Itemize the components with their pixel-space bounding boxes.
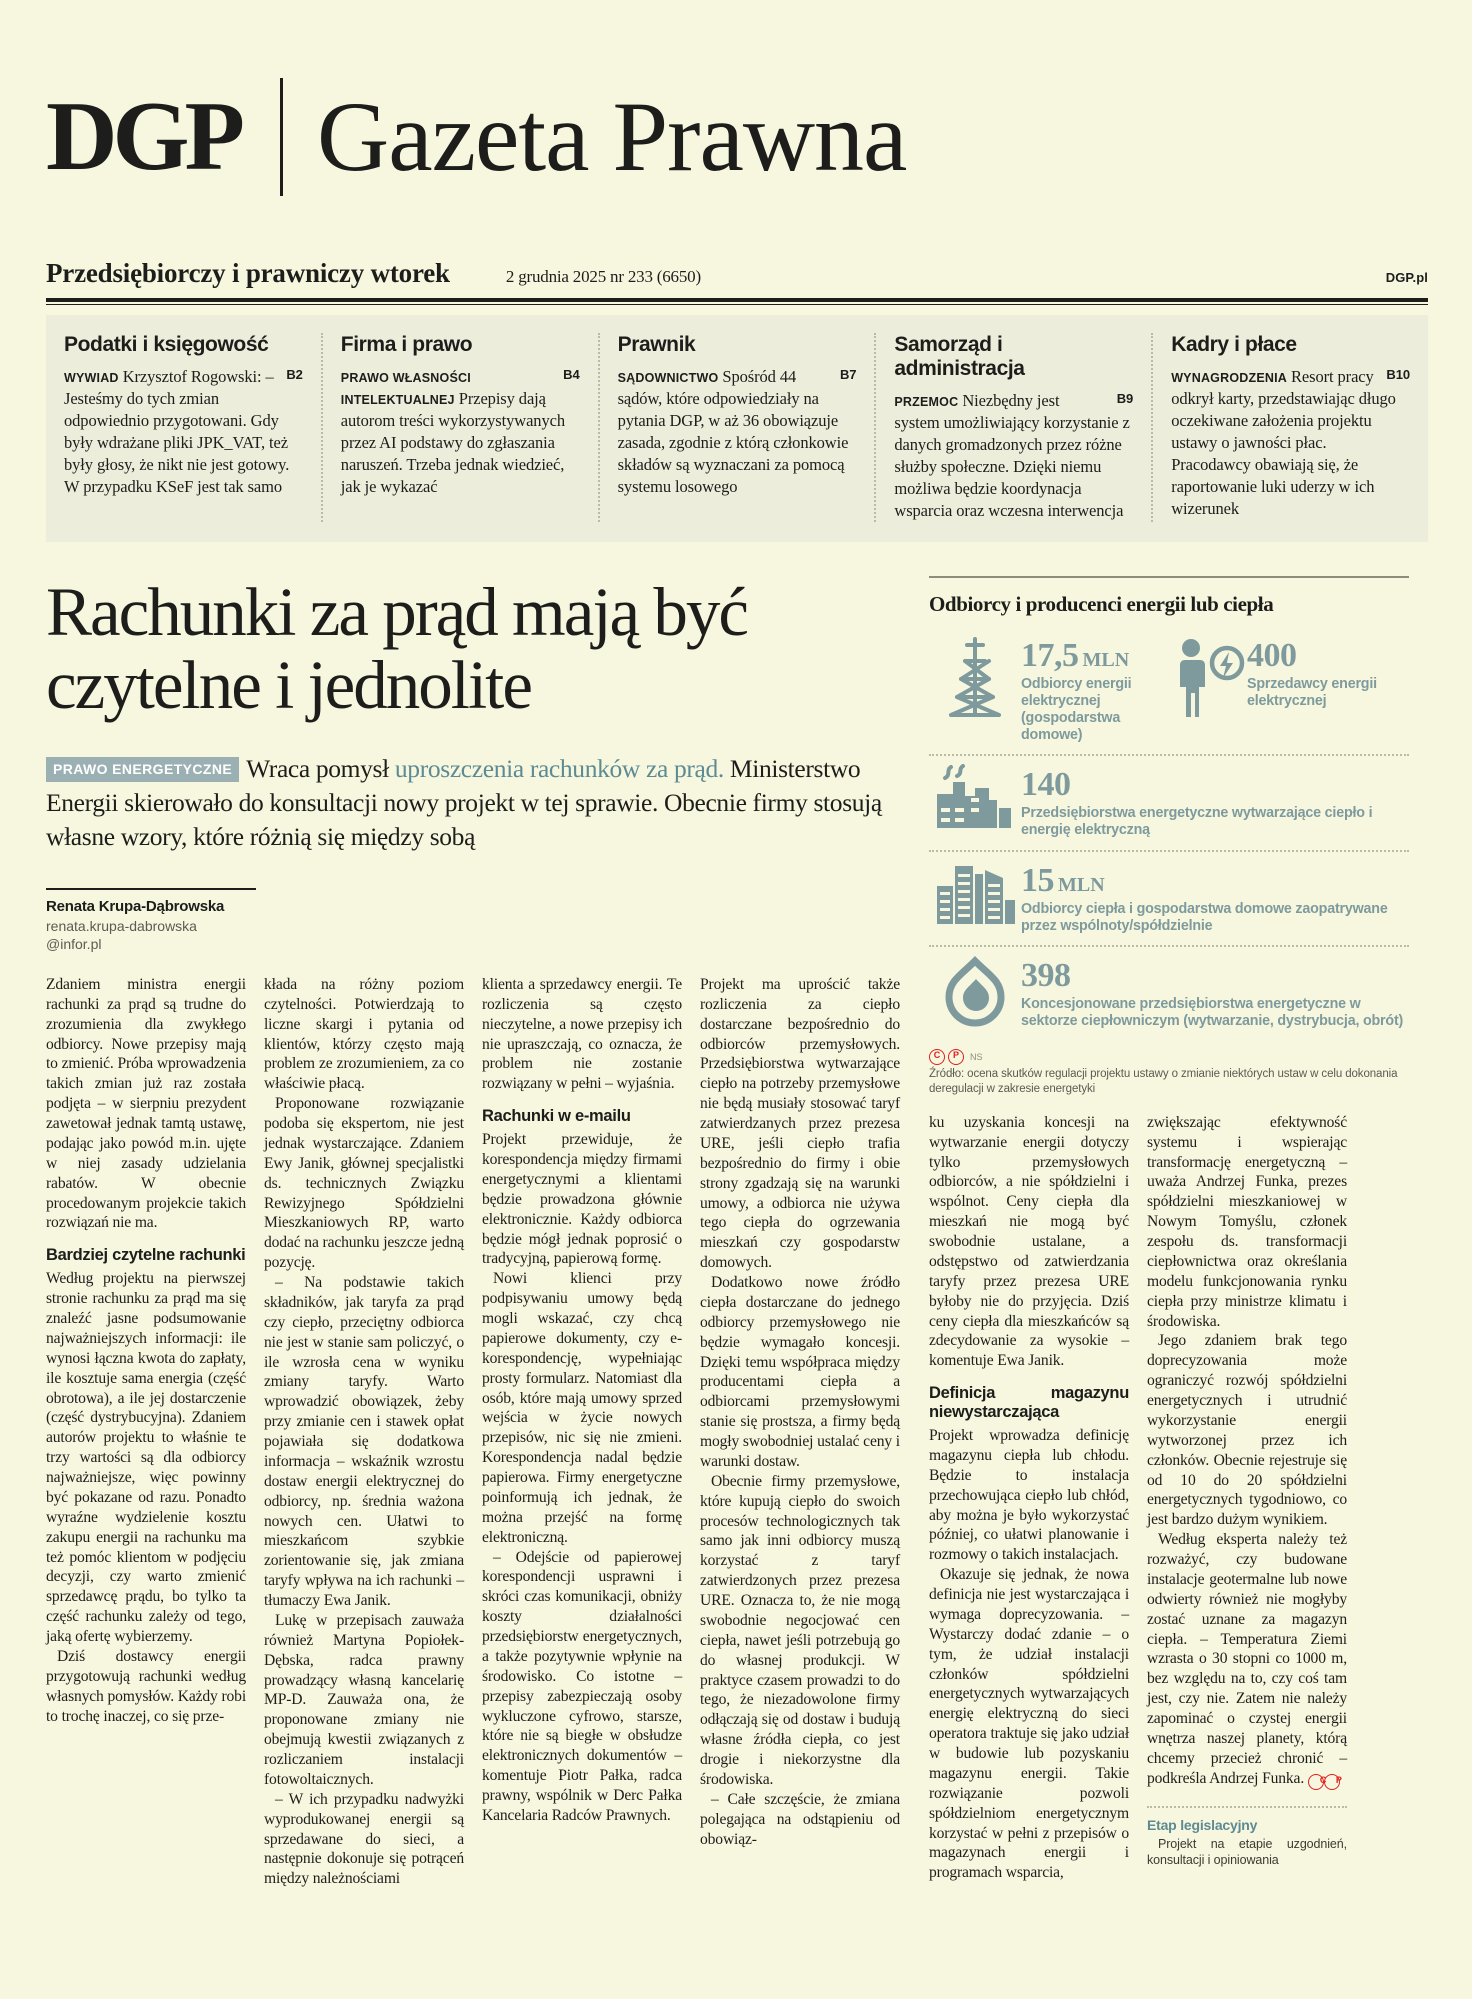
phonogram-icon: P: [1324, 1774, 1340, 1790]
paragraph: Okazuje się jednak, że nowa definicja nie jest wystarczająca i wymaga doprecyzowania. – Wystarczy dodać zdanie – o tym, że udział instalacji członków spółdzielni energetycznych wytwarzających energię elektryczną do sieci operatora traktuje się jako udział w budowie lub pozyskaniu magazynu energii. Takie rozwiązanie pozwoli spółdzielniom energetycznym korzystać w pełni z przepisów o magazynach energii i programach wsparcia,: [929, 1566, 1129, 1882]
paragraph: zwiększając efektywność systemu i wspierając transformację energetyczną – uważa Andrzej Funka, prezes spółdzielni mieszkaniowej w Nowym Tomyślu, członek zespołu ds. transformacji ciepłownictwa oraz określania modelu funkcjonowania rynku ciepła przy ministrze klimatu i środowiska.: [1147, 1113, 1347, 1330]
end-copyright-marks: [1308, 1770, 1340, 1787]
article-column-3: [482, 975, 682, 1889]
infographic-value: [1021, 768, 1409, 802]
ns-mark: NS: [970, 1051, 983, 1062]
edition-label: Przedsiębiorczy i prawniczy wtorek: [46, 258, 450, 288]
value-number: 398: [1021, 956, 1071, 994]
lead-tag-badge: PRAWO ENERGETYCZNE: [46, 757, 239, 783]
teaser-kicker: WYNAGRODZENIA: [1171, 371, 1287, 385]
issue-line: 2 grudnia 2025 nr 233 (6650): [505, 267, 701, 286]
article-right-area: [929, 576, 1409, 1890]
lead-text-1: Wraca pomysł: [246, 753, 395, 783]
power-plant-icon: [929, 764, 1021, 830]
teaser-page-number[interactable]: B4: [563, 367, 580, 382]
pylon-icon: [929, 635, 1021, 719]
paragraph: – W ich przypadku nadwyżki wyprodukowanej energii są sprzedawane do sieci, a następnie dokonuje się potrąceń między należnościami: [264, 1790, 464, 1888]
infographic-description: Przedsiębiorstwa energetyczne wytwarzające ciepło i energię elektryczną: [1021, 805, 1373, 839]
infographic-description: Odbiorcy ciepła i gospodarstwa domowe zaopatrywane przez wspólnoty/spółdzielnie: [1021, 900, 1388, 934]
lead-accent-text: uproszczenia rachunków za prąd.: [394, 753, 724, 783]
article-column-1: [46, 975, 246, 1889]
value-unit: MLN: [1058, 873, 1105, 896]
article-column-4: [700, 975, 900, 1889]
article-column-6: [1147, 1113, 1347, 1883]
teaser-text: [618, 366, 857, 498]
paragraph: – Na podstawie takich składników, jak taryfa za prąd czy ciepło, przeciętny odbiorca nie jest w stanie sam policzyć, o ile wzrosła cena w wyniku zmiany taryfy. Warto wprowadzić obowiązek, żeby przy zmianie cen i stawek opłat pojawiała się dodatkowa informacja – wskaźnik wzrostu dostaw energii elektrycznej do odbiorcy, np. średnia ważona nowych cen. Ułatwi to mieszkańcom szybkie zorientowanie się, jak zmiana taryfy wpływa na ich rachunki – tłumaczy Ewa Janik.: [264, 1274, 464, 1610]
teaser-kicker: PRAWO WŁASNOŚCI INTELEKTUALNEJ: [340, 371, 471, 407]
article-right-columns: [929, 1113, 1409, 1883]
paragraph: Jego zdaniem brak tego doprecyzowania może ograniczyć rozwój spółdzielni energetycznych i utrudnić wykorzystanie energii wytworzonej przez ich członków. Obecnie rejestruje się od 10 do 20 spółdzielni energetycznych tygodniowo, co jest bardzo dużym wynikiem.: [1147, 1332, 1347, 1529]
phonogram-icon: P: [948, 1049, 964, 1065]
article-lead: [46, 752, 901, 854]
teaser-section-title: Firma i prawo: [340, 333, 473, 356]
legislative-stage-title: Etap legislacyjny: [1147, 1816, 1258, 1833]
masthead-divider: [280, 78, 283, 196]
article-column-5: [929, 1113, 1129, 1883]
paragraph: kłada na różny poziom czytelności. Potwierdzają to liczne skargi i pytania od klientów, którzy często mają problem ze zrozumieniem, za co właściwie płacą.: [264, 975, 464, 1093]
infographic-text: [1021, 635, 1169, 745]
teaser-page-number[interactable]: B9: [1116, 391, 1134, 406]
website-label[interactable]: DGP.pl: [1385, 270, 1428, 285]
infographic-row-3: [929, 852, 1409, 947]
teaser-text: [341, 366, 580, 498]
teaser-section-title: Samorząd i administracja: [894, 333, 1025, 380]
teaser-text: [64, 366, 303, 498]
teaser-body: Resort pracy odkrył karty, przedstawiając długo oczekiwane założenia projektu ustawy o jawności płac. Pracodawcy obawiają się, że raportowanie luki uderzy w ich wizerunek: [1171, 367, 1396, 518]
value-number: 15: [1021, 861, 1054, 899]
teaser-kicker: PRZEMOC: [894, 395, 959, 409]
article-author-email[interactable]: [46, 917, 901, 953]
author-email-line1: renata.krupa-dabrowska: [46, 917, 197, 934]
teaser-kicker: WYWIAD: [64, 371, 119, 385]
teaser-podatki[interactable]: [46, 333, 323, 522]
teaser-section-title: Kadry i płace: [1171, 333, 1297, 356]
infographic-top-rule: [929, 576, 1409, 578]
paragraph: Dodatkowo nowe źródło ciepła dostarczane do jednego odbiorcy przemysłowego nie będzie wymagało koncesji. Dzięki temu współpraca między producentami ciepła a odbiorcami przemysłowymi stanie się prostsza, a firmy będą mogły swobodniej ustalać ceny i warunki dostaw.: [700, 1274, 900, 1470]
paragraph-text: Według eksperta należy też rozważyć, czy budowane instalacje geotermalne lub nowe odwierty również nie mogłyby zostać uznane za magazyn ciepła. – Temperatura Ziemi wzrasta o 30 stopni co 1000 m, bez względu na to, czy coś tam jest, czy nie. Zatem nie należy zapominać o czystej energii wnętrza naszej planety, którą chcemy przecież chronić – podkreśla Andrzej Funka.: [1147, 1531, 1347, 1787]
teaser-prawnik[interactable]: [600, 333, 877, 522]
infographic-value: [1021, 956, 1409, 994]
teaser-page-number[interactable]: B10: [1386, 367, 1410, 382]
flame-icon: [929, 955, 1021, 1033]
page-title: Rachunki za prąd mają być czytelne i jednolite: [46, 573, 748, 723]
infographic-description: Sprzedawcy energii elektrycznej: [1247, 675, 1377, 709]
dateline: [0, 202, 1472, 289]
value-number: 140: [1021, 766, 1071, 804]
infographic-text: [1247, 635, 1409, 710]
infographic-text: [1021, 955, 1409, 1030]
infographic-text: [1021, 764, 1409, 839]
value-unit: MLN: [1082, 648, 1130, 671]
paragraph: Proponowane rozwiązanie podoba się ekspertom, nie jest jednak wystarczające. Zdaniem Ewy Janik, głównej specjalistki ds. technicznych Związku Rewizyjnego Spółdzielni Mieszkaniowych RP, warto dodać na rachunku jeszcze jedną pozycję.: [264, 1095, 464, 1272]
infographic-value: [1021, 636, 1169, 674]
paragraph: Nowi klienci przy podpisywaniu umowy będą mogli wskazać, czy chcą papierowe dokumenty, czy e-korespondencję, wypełniając prosty formularz. Natomiast dla osób, które mają umowy sprzed wejścia w życie nowych przepisów, nic się nie zmieni. Korespondencja nadal będzie papierowa. Firmy energetyczne poinformują ich jednak, że można przejść na formę elektroniczną.: [482, 1270, 682, 1546]
paragraph: Projekt wprowadza definicję magazynu ciepła lub chłodu. Będzie to instalacja przechowująca ciepło lub chłód, aby można je było wykorzystać później, co ułatwi planowanie i rozmowy o takich instalacjach.: [929, 1427, 1129, 1564]
article-subhead: Rachunki w e-mailu: [482, 1107, 631, 1126]
article-left-area: [46, 573, 901, 1890]
article-author: Renata Krupa-Dąbrowska: [46, 897, 225, 915]
buildings-icon: [929, 860, 1021, 926]
article-subhead: Definicja magazynu niewystarczająca: [929, 1384, 1129, 1422]
paragraph: Projekt przewiduje, że korespondencja między firmami energetycznymi a klientami będzie prowadzona głównie elektronicznie. Każdy odbiorca będzie mógł jednak poprosić o tradycyjną, papierową formę.: [482, 1131, 682, 1268]
infographic-value: [1247, 636, 1409, 674]
teaser-kadry[interactable]: [1153, 333, 1428, 522]
infographic-title: Odbiorcy i producenci energii lub ciepła: [929, 591, 1274, 616]
infographic-row-4: [929, 947, 1409, 1043]
infographic-item-energy-sellers: [1169, 635, 1409, 719]
article-columns: [46, 975, 901, 1889]
paragraph: ku uzyskania koncesji na wytwarzanie energii dotyczy tylko przemysłowych odbiorców, a nie spółdzielni i wspólnot. Ceny ciepła dla mieszkań nie mogą być swobodnie ustalane, a odstępstwo od zatwierdzania taryfy przez prezesa URE byłoby nie do przyjęcia. Dziś ceny ciepła dla mieszkańców są zdecydowanie za wysokie – komentuje Ewa Janik.: [929, 1113, 1129, 1370]
infographic-source: Źródło: ocena skutków regulacji projektu ustawy o zmianie niektórych ustaw w celu dokonania deregulacji w zakresie energetyki: [929, 1067, 1398, 1095]
infographic-row-1: [929, 627, 1409, 757]
main-content: [46, 573, 1428, 1890]
paragraph: Dziś dostawcy energii przygotowują rachunki według własnych pomysłów. Każdy robi to trochę inaczej, co się prze-: [46, 1647, 246, 1725]
paragraph: Obecnie firmy przemysłowe, które kupują ciepło do swoich procesów technologicznych tak samo jak inni odbiorcy muszą korzystać z taryf zatwierdzonych przez prezesa URE. Oznacza to, że nie mogą swobodnie negocjować cen ciepła, nawet jeśli potrzebują go do własnej produkcji. W praktyce czasem prowadzi to do tego, że niezadowolone firmy odłączają się od dostaw i budują własne źródła ciepła, co jest drogie i niekorzystne dla środowiska.: [700, 1472, 900, 1788]
article-column-2: [264, 975, 464, 1889]
lead-text-2: Ministerstwo Energii skierowało do konsultacji nowy projekt w tej sprawie. Obecnie firmy stosują własne wzory, które różnią się między sobą: [46, 753, 882, 851]
masthead-title: Gazeta Prawna: [316, 81, 907, 192]
byline-rule: [46, 888, 256, 890]
author-email-line2: @infor.pl: [46, 935, 102, 952]
paragraph: Według projektu na pierwszej stronie rachunku za prąd ma się znaleźć jasne podsumowanie najważniejszych informacji: ile wynosi łączna kwota do zapłaty, ile kosztuje sama energia (część obrotowa), a ile jej dostarczenie (część dystrybucyjna). Zdaniem autorów projektu to właśnie te trzy wartości są dla odbiorcy najważniejsze, więc powinny być pokazane od razu. Ponadto wyraźne wydzielenie kosztu zakupu energii na rachunku ma też pomóc klientom w podjęciu decyzji, czy warto zmienić sprzedawcę prądu, bo tylko ta część rachunku zależy od tego, jaką ofertę wybierzemy.: [46, 1270, 246, 1646]
value-number: 17,5: [1021, 636, 1079, 674]
paragraph: klienta a sprzedawcy energii. Te rozliczenia są często nieczytelne, a nowe przepisy ich nie upraszczają, co oznacza, że problem nie zostanie rozwiązany w pełni – wyjaśnia.: [482, 975, 682, 1093]
copyright-marks: [929, 1049, 1409, 1065]
article-subhead: Bardziej czytelne rachunki: [46, 1246, 246, 1265]
masthead-logo-abbr: DGP: [46, 82, 240, 192]
teaser-body: Spośród 44 sądów, które odpowiedziały na pytania DGP, w aż 36 obowiązuje zasada, zgodnie z którą członkowie składów są wyznaczani za pomocą systemu losowego: [617, 367, 849, 496]
paragraph: Projekt ma uprościć także rozliczenia za ciepło dostarczane bezpośrednio do odbiorców przemysłowych. Przedsiębiorstwa wytwarzające ciepło na potrzeby przemysłowe nie będą musiały stosować taryf zatwierdzanych przez prezesa URE, jeśli ciepło trafia bezpośrednio do firmy i obie strony zgadzają się na warunki umowy, a odbiorca nie używa tego ciepła do ogrzewania mieszkań czy gospodarstw domowych.: [700, 975, 900, 1272]
teaser-page-number[interactable]: B7: [839, 367, 857, 382]
masthead-rule: [46, 298, 1428, 305]
paragraph: Zdaniem ministra energii rachunki za prąd są trudne do zrozumienia dla zwykłego odbiorcy. Nowe przepisy mają to zmienić. Próba wprowadzenia takich zmian już raz została podjęta – w sierpniu prezydent zawetował jednak tamtą ustawę, podając jako powód m.in. ujęte w niej zasady udzielania rabatów. W obecnie procedowanym projekcie takich rozwiązań nie ma.: [46, 975, 246, 1232]
teaser-section-title: Podatki i księgowość: [64, 333, 269, 356]
value-number: 400: [1247, 636, 1297, 674]
teaser-body: Krzysztof Rogowski: – Jesteśmy do tych zmian odpowiednio przygotowani. Gdy były wdrażane pliki JPK_VAT, też były głosy, że nikt nie jest gotowy. W przypadku KSeF jest tak samo: [64, 367, 290, 496]
teaser-text: [1171, 366, 1410, 520]
teaser-kicker: SĄDOWNICTWO: [617, 371, 719, 385]
paragraph: [1147, 1530, 1347, 1790]
teaser-section-title: Prawnik: [617, 333, 696, 356]
teaser-body: Przepisy dają autorom treści wykorzystywanych przez AI podstawy do zgłaszania naruszeń. Trzeba jednak wiedzieć, jak je wykazać: [340, 388, 565, 496]
paragraph: – Odejście od papierowej korespondencji usprawni i skróci czas komunikacji, obniży koszty działalności przedsiębiorstw energetycznych, a także pozytywnie wpłynie na środowisko. Co istotne – przepisy zabezpieczają osoby wykluczone cyfrowo, starsze, które nie są biegłe w obsłudze elektronicznych dokumentów – komentuje Piotr Pałka, radca prawny, wspólnik w Derc Pałka Kancelaria Radców Prawnych.: [482, 1548, 682, 1824]
infographic-description: Koncesjonowane przedsiębiorstwa energetyczne w sektorze ciepłowniczym (wytwarzanie, dystrybucja, obrót): [1021, 995, 1404, 1030]
infographic-description: Odbiorcy energii elektrycznej (gospodarstwa domowe): [1021, 675, 1132, 744]
copyright-icon: C: [929, 1049, 945, 1065]
section-teaser-strip: [46, 315, 1428, 542]
infographic-text: [1021, 860, 1409, 935]
teaser-body: Niezbędny jest system umożliwiający korzystanie z danych gromadzonych przez różne służby społeczne. Dzięki niemu możliwa będzie koordynacja wsparcia oraz wczesna interwencja: [894, 391, 1130, 520]
energy-seller-icon: [1169, 635, 1247, 719]
paragraph: – Całe szczęście, że zmiana polegająca na odstąpieniu od obowiąz-: [700, 1790, 900, 1848]
infographic-item-electricity-consumers: [929, 635, 1169, 745]
teaser-samorzad[interactable]: [876, 333, 1153, 522]
teaser-firma[interactable]: [323, 333, 600, 522]
masthead: [0, 0, 1472, 202]
legislative-stage-text: Projekt na etapie uzgodnień, konsultacji i opiniowania: [1147, 1837, 1347, 1868]
teaser-page-number[interactable]: B2: [286, 367, 303, 382]
teaser-text: [894, 390, 1133, 522]
infographic-row-2: [929, 756, 1409, 851]
legislative-stage-box: [1147, 1806, 1347, 1869]
paragraph: Lukę w przepisach zauważa również Martyna Popiołek-Dębska, radca prawny prowadzący własną kancelarię MP-D. Zauważa ona, że proponowane zmiany nie obejmują kwestii związanych z rozliczaniem instalacji fotowoltaicznych.: [264, 1611, 464, 1788]
copyright-icon: C: [1308, 1774, 1324, 1790]
infographic-value: [1021, 861, 1409, 899]
